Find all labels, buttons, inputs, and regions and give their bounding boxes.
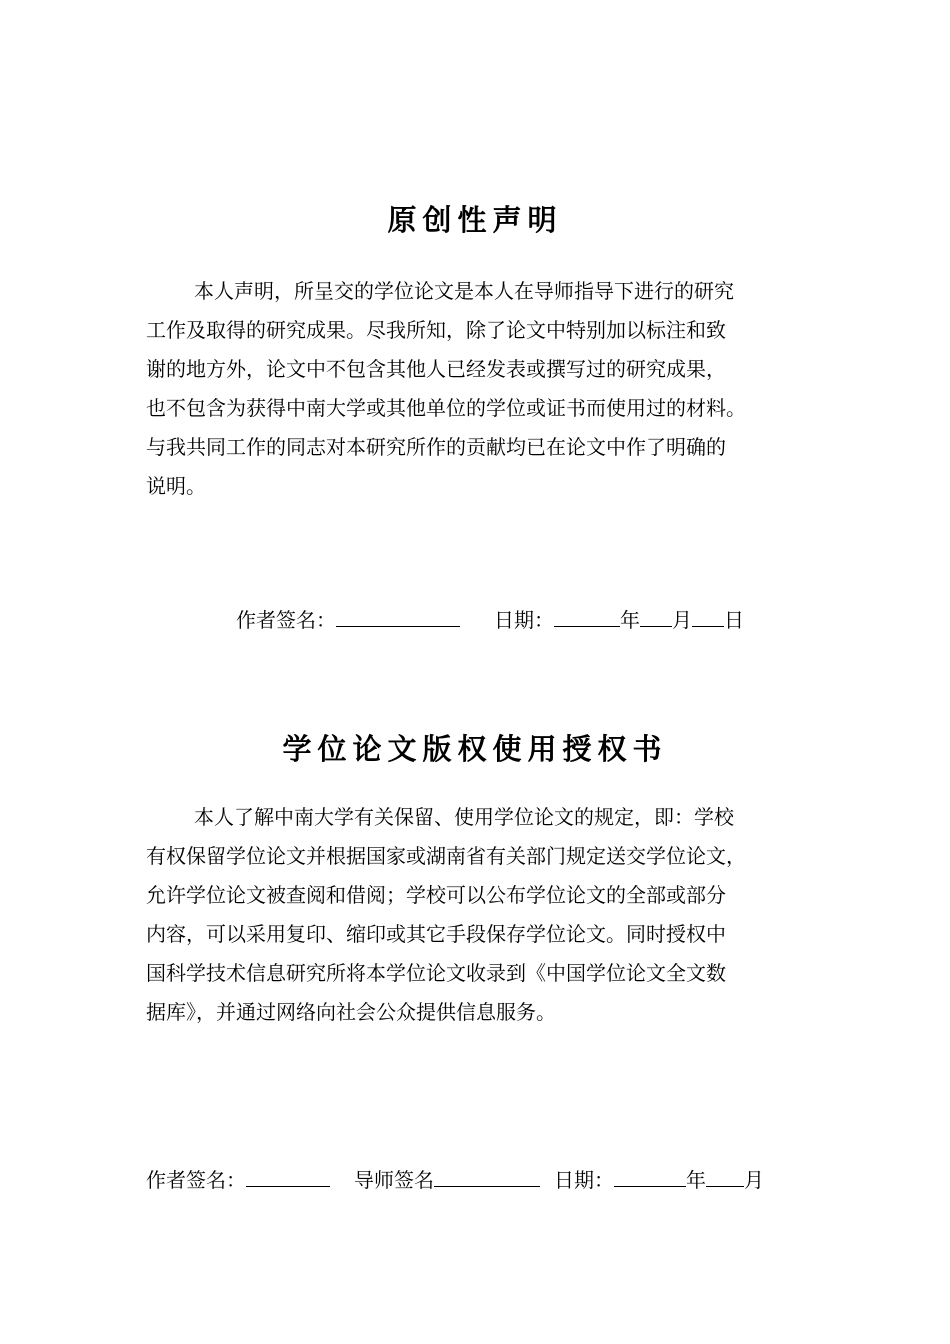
declaration-title: 原创性声明: [387, 203, 563, 237]
year-label: 年: [686, 1168, 706, 1192]
authorization-line: 据库》，并通过网络向社会公众提供信息服务。: [146, 1000, 556, 1024]
declaration-line: 也不包含为获得中南大学或其他单位的学位或证书而使用过的材料。: [146, 396, 746, 420]
month-field[interactable]: [640, 606, 672, 627]
month-field[interactable]: [706, 1166, 744, 1187]
authorization-line: 允许学位论文被查阅和借阅；学校可以公布学位论文的全部或部分: [146, 883, 726, 907]
author-signature-field[interactable]: [246, 1166, 330, 1187]
author-signature-label: 作者签名：: [146, 1168, 246, 1192]
authorization-line: 内容，可以采用复印、缩印或其它手段保存学位论文。同时授权中: [146, 922, 726, 946]
declaration-body: [146, 272, 806, 506]
declaration-line: 与我共同工作的同志对本研究所作的贡献均已在论文中作了明确的: [146, 435, 726, 459]
month-label: 月: [672, 608, 692, 632]
date-label: 日期：: [494, 608, 554, 632]
authorization-signature-row: [146, 1166, 764, 1194]
year-label: 年: [620, 608, 640, 632]
declaration-line: 说明。: [146, 474, 206, 498]
declaration-signature-row: [236, 606, 744, 634]
authorization-line: 本人了解中南大学有关保留、使用学位论文的规定，即：学校: [194, 805, 734, 829]
year-field[interactable]: [554, 606, 620, 627]
declaration-line: 谢的地方外，论文中不包含其他人已经发表或撰写过的研究成果，: [146, 357, 726, 381]
declaration-line: 工作及取得的研究成果。尽我所知，除了论文中特别加以标注和致: [146, 318, 726, 342]
authorization-body: [146, 798, 806, 1032]
authorization-title: 学位论文版权使用授权书: [282, 732, 668, 766]
declaration-line: 本人声明，所呈交的学位论文是本人在导师指导下进行的研究: [194, 279, 734, 303]
authorization-line: 国科学技术信息研究所将本学位论文收录到《中国学位论文全文数: [146, 961, 726, 985]
advisor-signature-field[interactable]: [434, 1166, 540, 1187]
authorization-line: 有权保留学位论文并根据国家或湖南省有关部门规定送交学位论文，: [146, 844, 746, 868]
advisor-signature-label: 导师签名: [354, 1168, 434, 1192]
day-label: 日: [724, 608, 744, 632]
date-label: 日期：: [554, 1168, 614, 1192]
author-signature-label: 作者签名：: [236, 608, 336, 632]
day-field[interactable]: [692, 606, 724, 627]
month-label: 月: [744, 1168, 764, 1192]
author-signature-field[interactable]: [336, 606, 460, 627]
year-field[interactable]: [614, 1166, 686, 1187]
